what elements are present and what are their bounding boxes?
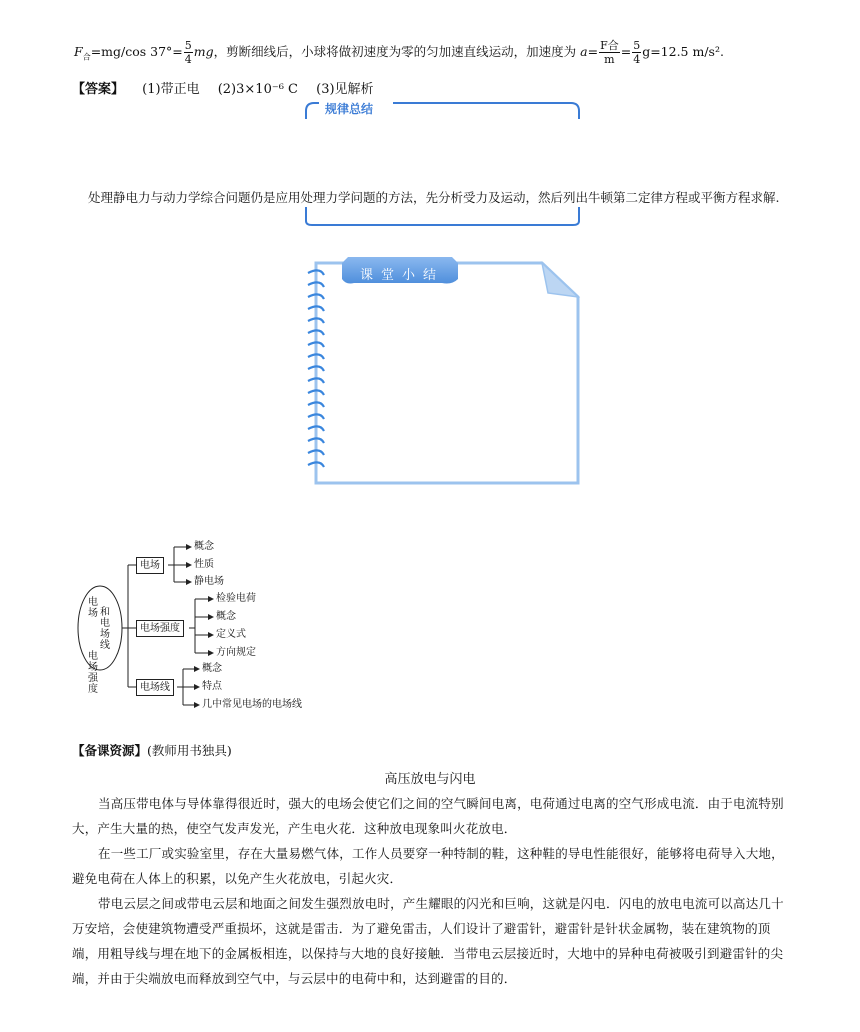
accel-eq: a= [580,44,599,59]
class-summary-notebook [302,255,584,491]
paragraph-2: 在一些工厂或实验室里，存在大量易燃气体，工作人员要穿一种特制的鞋，这种鞋的导电性能很好，能够将电荷导入大地，避免电荷在人体上的积累，以免产生火花放电，引起火灾． [72,846,784,886]
notebook-title: 课堂小结 [360,268,445,283]
explanation-text: ，剪断细线后，小球将做初速度为零的匀加速直线运动，加速度为 [213,44,577,59]
force-equation-line: $F_合=mg/\cos$ 37°= $\frac{5}{4}$ mg，剪断细线后，小球将做初速度为零的匀加速直线运动，加速度为 a= $\frac{\text{F合}}{m}$ = $\frac{5}{4}$ g=12.5 m/s². [74,39,724,66]
leaf-concept-3: 概念 [202,663,222,674]
root-col-2: 和 电 场 线 [100,607,110,651]
root-col-3: 电 场 强 度 [88,651,98,695]
leaf-direction: 方向规定 [216,647,256,658]
rule-summary-title: 规律总结 [325,102,374,116]
paragraph-1: 当高压带电体与导体靠得很近时，强大的电场会使它们之间的空气瞬间电离，电荷通过电离的空气形成电流．由于电流特别大，产生大量的热，使空气发声发光，产生电火花．这种放电现象叫火花放电． [72,796,784,836]
leaf-static-field: 静电场 [194,576,224,587]
fraction-5-4-b: $\frac{5}{4}$ [633,39,641,66]
answer-item-1: (1)带正电 [142,82,200,97]
resource-label: 【备课资源】 [72,743,148,758]
root-col-1: 电 场 [88,597,98,619]
leaf-property: 性质 [194,559,214,570]
leaf-definition: 定义式 [216,629,246,640]
eq-part-1: =mg/cos 37°= [90,44,183,59]
node-field-strength: 电场强度 [136,620,184,637]
paragraph-3: 带电云层之间或带电云层和地面之间发生强烈放电时，产生耀眼的闪光和巨响，这就是闪电．闪电的放电电流可以高达几十万安培，会使建筑物遭受严重损坏，这就是雷击．为了避免雷击，人们设计了避雷针，避雷针是针状金属物，装在建筑物的顶端，用粗导线与埋在地下的金属板相连，以保持与大地的良好接触．当带电云层接近时，大地中的异种电荷被吸引到避雷针的尖端，并由于尖端放电而释放到空气中，与云层中的电荷中和，达到避雷的目的． [72,896,784,986]
node-electric-field: 电场 [136,557,164,574]
fraction-f-m: $\frac{\text{F合}}{m}$ [600,39,619,66]
answer-label: 【答案】 [72,82,125,97]
mg-symbol: mg [193,44,214,59]
article-title: 高压放电与闪电 [384,772,476,787]
force-subscript: 合 [82,52,91,62]
resource-note: (教师用书独具) [147,743,232,758]
answer-item-2: (2)3×10⁻⁶ C [217,82,298,97]
concept-mindmap [76,535,316,715]
leaf-common-lines: 几中常见电场的电场线 [202,699,302,710]
fraction-5-4: $\frac{5}{4}$ [184,39,192,66]
rule-summary-text: 处理静电力与动力学综合问题仍是应用处理力学问题的方法，先分析受力及运动，然后列出牛顿第二定律方程或平衡方程求解. [88,190,780,205]
leaf-features: 特点 [202,681,222,692]
rule-summary-box [303,97,582,228]
answer-item-3: (3)见解析 [316,82,374,97]
leaf-test-charge: 检验电荷 [216,593,256,604]
answer-line [72,78,388,97]
resource-header [72,741,232,759]
mindmap-root [88,597,114,695]
force-symbol: F [74,44,83,59]
accel-result: g=12.5 m/s². [642,44,724,59]
node-field-lines: 电场线 [136,679,174,696]
notebook-frame [302,255,584,491]
leaf-concept-2: 概念 [216,611,236,622]
leaf-concept-1: 概念 [194,541,214,552]
